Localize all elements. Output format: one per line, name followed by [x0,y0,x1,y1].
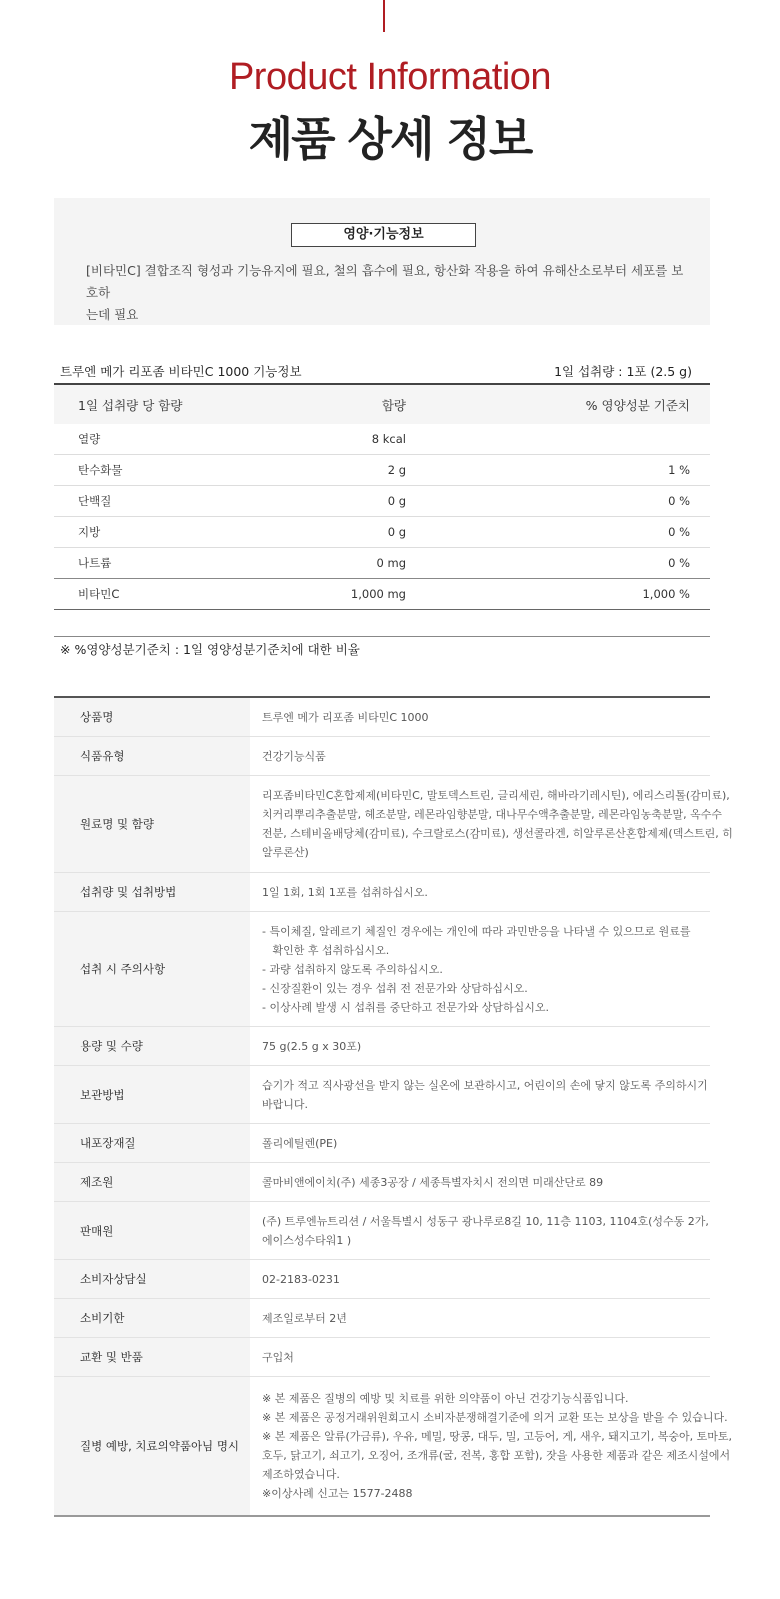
info-value-line: - 과량 섭취하지 않도록 주의하십시오. [262,962,443,976]
table-row [54,912,710,1027]
table-row [54,1299,710,1338]
product-info-table [54,696,733,1517]
info-value-line: ※ 본 제품은 질병의 예방 및 치료를 위한 의약품이 아닌 건강기능식품입니다. [262,1392,629,1405]
info-value [250,1260,710,1298]
table-row [54,1377,732,1515]
page-title-en: Product Information [228,56,552,98]
info-value-line: 확인한 후 섭취하십시오. [262,943,390,957]
info-value-line: 바랍니다. [262,1097,309,1111]
facts-header [60,362,692,382]
info-value-line: 치커리뿌리추출분말, 헤조분말, 레몬라임향분말, 대나무수액추출분말, 레몬라임농축분말, 옥수수 [262,808,723,821]
info-value [250,1027,710,1065]
info-value-line: 폴리에틸렌(PE) [262,1136,338,1150]
info-value [250,873,710,911]
info-value-line: 1일 1회, 1회 1포를 섭취하십시오. [262,885,428,899]
facts-row-amount: 0 mg [376,556,406,570]
facts-title: 트루엔 메가 리포좀 비타민C 1000 기능정보 [60,364,302,379]
info-value-line: ※이상사례 신고는 1577-2488 [262,1487,413,1500]
facts-row-amount: 1,000 mg [350,587,406,601]
table-row [54,424,710,455]
facts-row-amount: 8 kcal [371,432,406,446]
info-value-line: 트루엔 메가 리포좀 비타민C 1000 [262,710,429,724]
facts-row-percent: 0 % [668,494,690,508]
info-value-line: 구입처 [262,1350,294,1364]
table-row [54,486,710,517]
info-label: 상품명 [54,698,250,736]
info-value [250,737,710,775]
table-row [54,1260,710,1299]
facts-col-name: 1일 섭취량 당 함량 [78,397,183,413]
facts-row-percent: 1 % [668,463,690,477]
nutrition-function-box [54,198,710,325]
facts-column-header [54,385,710,424]
info-value [250,1299,710,1337]
table-row [54,873,710,912]
table-row [54,517,710,548]
table-row [54,698,710,737]
info-value-line: 호두, 닭고기, 쇠고기, 오징어, 조개류(굴, 전복, 홍합 포함), 잣을 사용한 제품과 같은 제조시설에서 [262,1449,731,1462]
facts-col-percent: % 영양성분 기준치 [585,397,690,413]
facts-row-name: 열량 [78,432,101,446]
info-label: 원료명 및 함량 [54,776,250,872]
info-label: 섭취 시 주의사항 [54,912,250,1026]
info-value [250,912,710,1026]
info-label: 용량 및 수량 [54,1027,250,1065]
facts-row-percent: 0 % [668,525,690,539]
info-value-line: ※ 본 제품은 공정거래위원회고시 소비자분쟁해결기준에 의거 교환 또는 보상을 받을 수 있습니다. [262,1411,728,1424]
info-value-line: 알루론산) [262,846,309,859]
nutrition-function-text [86,260,686,326]
table-row [54,1202,710,1260]
facts-row-name: 비타민C [78,587,120,601]
info-label: 질병 예방, 치료의약품아님 명시 [54,1377,250,1515]
info-value [250,776,741,872]
info-label: 판매원 [54,1202,250,1259]
info-label: 소비기한 [54,1299,250,1337]
facts-row-name: 단백질 [78,494,112,508]
facts-row-name: 탄수화물 [78,463,123,477]
table-row [54,1027,710,1066]
accent-line [383,0,385,32]
info-value [250,1163,710,1201]
info-value [250,1377,740,1515]
info-value-line: - 이상사례 발생 시 섭취를 중단하고 전문가와 상담하십시오. [262,1000,549,1014]
info-value-line: 리포좀비타민C혼합제제(비타민C, 말토덱스트린, 글리세린, 해바라기레시틴), 에리스리톨(감미료), [262,789,730,802]
table-row [54,737,710,776]
nutrition-function-line-1: [비타민C] 결합조직 형성과 기능유지에 필요, 철의 흡수에 필요, 항산화 작용을 하여 유해산소로부터 세포를 보호하 [86,263,684,300]
facts-row-amount: 2 g [387,463,406,477]
info-value-line: - 신장질환이 있는 경우 섭취 전 전문가와 상담하십시오. [262,981,528,995]
divider [54,636,710,637]
info-value-line: 제조하였습니다. [262,1468,340,1481]
nutrition-function-badge: 영양·기능정보 [291,223,476,247]
info-label: 보관방법 [54,1066,250,1123]
table-row [54,1338,710,1377]
info-value [250,1202,717,1259]
facts-row-percent: 1,000 % [642,587,690,601]
table-row [54,548,710,578]
table-row [54,1066,710,1124]
info-value [250,698,710,736]
facts-row-name: 나트륨 [78,556,112,570]
info-value [250,1066,716,1123]
info-label: 소비자상담실 [54,1260,250,1298]
table-row [54,1163,710,1202]
info-value [250,1338,710,1376]
table-row [54,578,710,609]
page-title-ko: 제품 상세 정보 [248,112,532,166]
table-row [54,776,733,873]
facts-note: ※ %영양성분기준치 : 1일 영양성분기준치에 대한 비율 [60,642,360,657]
facts-col-amount: 함량 [381,397,406,413]
facts-row-amount: 0 g [387,494,406,508]
nutrition-function-line-2: 는데 필요 [86,307,139,322]
facts-serving: 1일 섭취량 : 1포 (2.5 g) [554,364,692,379]
info-value-line: (주) 트루엔뉴트리션 / 서울특별시 성동구 광나루로8길 10, 11층 1103, 1104호(성수동 2가, [262,1214,709,1228]
info-label: 제조원 [54,1163,250,1201]
table-row [54,1124,710,1163]
info-label: 교환 및 반품 [54,1338,250,1376]
nutrition-facts-table [54,383,710,610]
info-value-line: 습기가 적고 직사광선을 받지 않는 실온에 보관하시고, 어린이의 손에 닿지 않도록 주의하시기 [262,1078,708,1092]
table-row [54,455,710,486]
info-value [250,1124,710,1162]
facts-row-amount: 0 g [387,525,406,539]
info-value-line: 제조일로부터 2년 [262,1311,347,1325]
info-value-line: - 특이체질, 알레르기 체질인 경우에는 개인에 따라 과민반응을 나타낼 수 있으므로 원료를 [262,924,691,938]
info-value-line: 건강기능식품 [262,749,326,763]
info-value-line: 에이스성수타워1 ) [262,1233,352,1247]
info-value-line: 02-2183-0231 [262,1272,340,1286]
facts-row-percent: 0 % [668,556,690,570]
info-label: 내포장재질 [54,1124,250,1162]
info-value-line: 75 g(2.5 g x 30포) [262,1039,362,1053]
info-label: 식품유형 [54,737,250,775]
info-value-line: 전분, 스테비올배당체(감미료), 수크랄로스(감미료), 생선콜라겐, 히알루론산혼합제제(덱스트린, 히 [262,827,733,840]
info-value-line: ※ 본 제품은 알류(가금류), 우유, 메밀, 땅콩, 대두, 밀, 고등어, 게, 새우, 돼지고기, 복숭아, 토마토, [262,1430,732,1443]
facts-row-name: 지방 [78,525,101,539]
info-value-line: 콜마비앤에이치(주) 세종3공장 / 세종특별자치시 전의면 미래산단로 89 [262,1175,604,1189]
info-label: 섭취량 및 섭취방법 [54,873,250,911]
